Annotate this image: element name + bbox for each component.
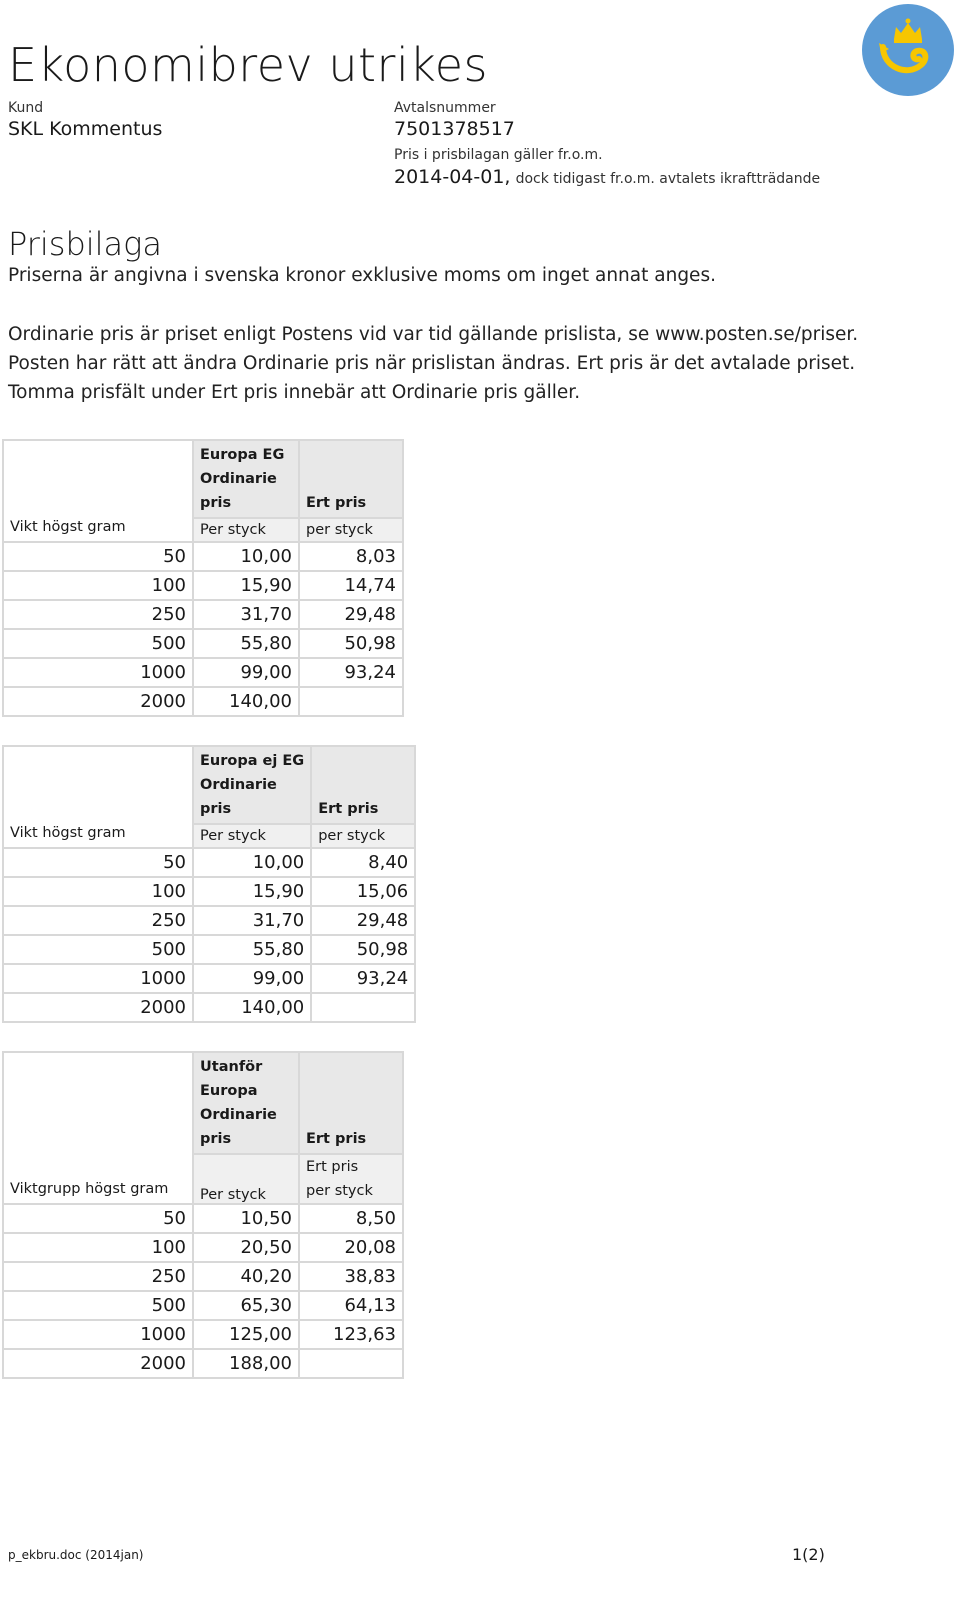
table-row: 250 31,70 29,48 — [3, 906, 415, 935]
customer-name: SKL Kommentus — [8, 118, 163, 140]
unit-label: Per styck — [193, 518, 299, 542]
section-title: Prisbilaga — [8, 225, 162, 263]
your-price-header: Ert pris — [311, 746, 415, 824]
validity-line — [394, 166, 820, 188]
ordinary-price-header: Utanför Europa Ordinarie pris — [193, 1052, 299, 1154]
table-row: 1000 125,00 123,63 — [3, 1320, 403, 1349]
validity-label: Pris i prisbilagan gäller fr.o.m. — [394, 147, 603, 163]
your-price-header: Ert pris — [299, 440, 403, 518]
unit-label: Per styck — [193, 1154, 299, 1204]
document-title: Ekonomibrev utrikes — [8, 38, 488, 92]
table-row: 2000 188,00 — [3, 1349, 403, 1378]
price-table-europa-eg — [2, 439, 404, 717]
unit-label: per styck — [299, 518, 403, 542]
table-row: 50 10,00 8,03 — [3, 542, 403, 571]
unit-label: Per styck — [193, 824, 311, 848]
note-line: Ordinarie pris är priset enligt Postens vid var tid gällande prislista, se www.posten.se/priser. — [8, 324, 859, 345]
table-row: 500 55,80 50,98 — [3, 629, 403, 658]
table-row: 250 40,20 38,83 — [3, 1262, 403, 1291]
table-row: 250 31,70 29,48 — [3, 600, 403, 629]
weight-header: Vikt högst gram — [3, 746, 193, 848]
posthorn-crown-icon — [861, 3, 955, 97]
unit-label: Ert pris per styck — [299, 1154, 403, 1204]
table-row: 500 65,30 64,13 — [3, 1291, 403, 1320]
price-table-utanfor-europa — [2, 1051, 404, 1379]
table-row: 1000 99,00 93,24 — [3, 658, 403, 687]
table-row: 2000 140,00 — [3, 687, 403, 716]
footer-page-number: 1(2) — [792, 1545, 825, 1564]
weight-header: Vikt högst gram — [3, 440, 193, 542]
footer-doc-ref: p_ekbru.doc (2014jan) — [8, 1548, 144, 1562]
table-row: 100 20,50 20,08 — [3, 1233, 403, 1262]
note-line: Tomma prisfält under Ert pris innebär att Ordinarie pris gäller. — [8, 382, 581, 403]
validity-date: 2014-04-01, — [394, 166, 511, 188]
table-row: 50 10,00 8,40 — [3, 848, 415, 877]
validity-note: dock tidigast fr.o.m. avtalets ikraftträdande — [515, 171, 821, 187]
intro-text: Priserna är angivna i svenska kronor exklusive moms om inget annat anges. — [8, 265, 716, 286]
ordinary-price-header: Europa EG Ordinarie pris — [193, 440, 299, 518]
customer-label: Kund — [8, 100, 44, 116]
table-row: 1000 99,00 93,24 — [3, 964, 415, 993]
your-price-header: Ert pris — [299, 1052, 403, 1154]
note-line: Posten har rätt att ändra Ordinarie pris när prislistan ändras. Ert pris är det avtalade priset. — [8, 353, 856, 374]
table-row: 100 15,90 14,74 — [3, 571, 403, 600]
agreement-number: 7501378517 — [394, 118, 515, 140]
price-table-europa-ej-eg — [2, 745, 416, 1023]
table-row: 100 15,90 15,06 — [3, 877, 415, 906]
weight-header: Viktgrupp högst gram — [3, 1052, 193, 1204]
unit-label: per styck — [311, 824, 415, 848]
table-row: 500 55,80 50,98 — [3, 935, 415, 964]
agreement-number-label: Avtalsnummer — [394, 100, 496, 116]
table-row: 50 10,50 8,50 — [3, 1204, 403, 1233]
ordinary-price-header: Europa ej EG Ordinarie pris — [193, 746, 311, 824]
table-row: 2000 140,00 — [3, 993, 415, 1022]
